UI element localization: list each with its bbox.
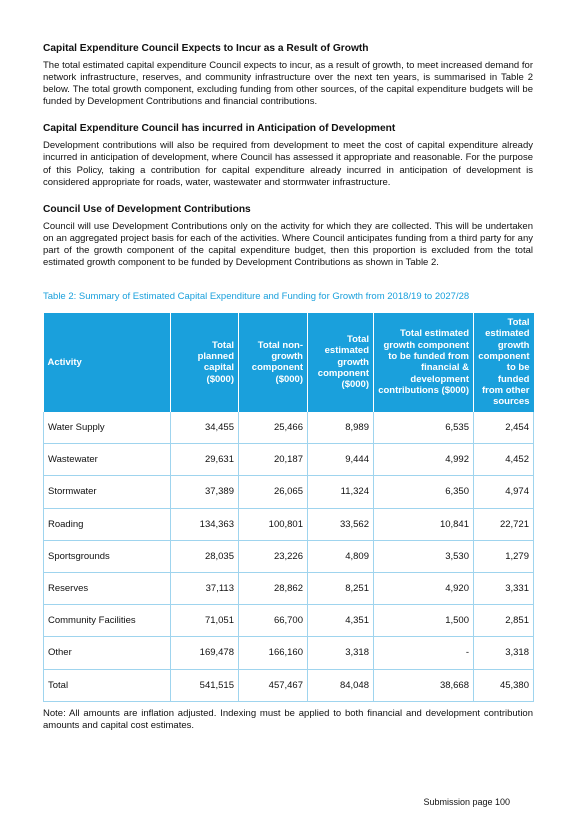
table-cell-value: 2,851 <box>474 605 534 637</box>
table-cell-value: 3,318 <box>474 637 534 669</box>
table-cell-value: 1,500 <box>374 605 474 637</box>
table-row <box>44 508 534 540</box>
table-cell-value: 6,535 <box>374 412 474 444</box>
section-body: Council will use Development Contributions only on the activity for which they are collected. This will be undertaken on an aggregated project basis for each of the activities. Where Council anticipates funding from a third party for any part of the growth component of the capital expenditure budget, then this proportion is excluded from the total estimated growth component to be funded by Development Contributions as shown in Table 2. <box>43 220 533 269</box>
col-header-other-sources: Total estimated growth component to be funded from other sources <box>474 313 534 411</box>
table-row <box>44 540 534 572</box>
table-cell-value: 71,051 <box>171 605 239 637</box>
table-cell-value: 34,455 <box>171 412 239 444</box>
table-cell-activity: Sportsgrounds <box>44 540 171 572</box>
section-heading: Council Use of Development Contributions <box>43 203 251 215</box>
table-row <box>44 572 534 604</box>
table-body <box>44 412 534 702</box>
table-row <box>44 412 534 444</box>
table-cell-value: 23,226 <box>239 540 308 572</box>
table-cell-value: 66,700 <box>239 605 308 637</box>
section-body: The total estimated capital expenditure Council expects to incur, as a result of growth, to meet increased demand for network infrastructure, reserves, and community infrastructure over the next ten years, is summarised in Table 2 below. The total growth component, excluding funding from other sources, of the capital expenditure budgets will be funded by Development Contributions and financial contributions. <box>43 60 533 108</box>
table-note: Note: All amounts are inflation adjusted. Indexing must be applied to both financial and development contribution amounts and capital cost estimates. <box>43 707 533 731</box>
table-cell-value: 37,389 <box>171 476 239 508</box>
table-cell-value: 10,841 <box>374 508 474 540</box>
table-cell-value: 4,452 <box>474 444 534 476</box>
table-cell-activity: Roading <box>44 508 171 540</box>
table-row <box>44 669 534 701</box>
section-anticipation <box>43 122 533 188</box>
table-cell-value: 166,160 <box>239 637 308 669</box>
col-header-contributions: Total estimated growth component to be funded from financial & development contributions ($000) <box>374 313 474 411</box>
table-cell-value: 6,350 <box>374 476 474 508</box>
table-cell-value: 11,324 <box>308 476 374 508</box>
table-cell-value: 28,035 <box>171 540 239 572</box>
table-cell-activity: Wastewater <box>44 444 171 476</box>
section-heading: Capital Expenditure Council Expects to Incur as a Result of Growth <box>43 43 369 54</box>
table-cell-value: 169,478 <box>171 637 239 669</box>
section-heading: Capital Expenditure Council has incurred in Anticipation of Development <box>43 123 396 135</box>
summary-table <box>43 313 534 702</box>
table-cell-value: - <box>374 637 474 669</box>
table-cell-activity: Total <box>44 669 171 701</box>
table-cell-value: 134,363 <box>171 508 239 540</box>
table-cell-activity: Other <box>44 637 171 669</box>
table-cell-value: 38,668 <box>374 669 474 701</box>
table-cell-value: 3,530 <box>374 540 474 572</box>
table-cell-value: 84,048 <box>308 669 374 701</box>
table-caption: Table 2: Summary of Estimated Capital Expenditure and Funding for Growth from 2018/19 to 2027/28 <box>43 291 470 303</box>
table-cell-value: 3,318 <box>308 637 374 669</box>
table-row <box>44 444 534 476</box>
table-cell-value: 28,862 <box>239 572 308 604</box>
document-page <box>43 42 533 732</box>
table-cell-value: 100,801 <box>239 508 308 540</box>
col-header-growth: Total estimated growth component ($000) <box>308 313 374 411</box>
table-cell-value: 4,992 <box>374 444 474 476</box>
table-cell-value: 4,809 <box>308 540 374 572</box>
table-cell-value: 8,989 <box>308 412 374 444</box>
table-cell-value: 25,466 <box>239 412 308 444</box>
table-cell-value: 20,187 <box>239 444 308 476</box>
page-footer: Submission page 100 <box>423 797 510 807</box>
col-header-activity: Activity <box>44 313 171 411</box>
col-header-non-growth: Total non-growth component ($000) <box>239 313 308 411</box>
table-cell-activity: Stormwater <box>44 476 171 508</box>
table-row <box>44 476 534 508</box>
table-cell-value: 4,351 <box>308 605 374 637</box>
section-growth <box>43 42 533 108</box>
table-cell-value: 2,454 <box>474 412 534 444</box>
section-body: Development contributions will also be required from development to meet the cost of capital expenditure already incurred in anticipation of development, where Council has assessed it appropriate and reasonable. For the purpose of this Policy, taking a contribution for capital expenditure already incurred in anticipation of development is considered appropriate for roads, water, wastewater and stormwater infrastructure. <box>43 140 533 188</box>
table-cell-value: 8,251 <box>308 572 374 604</box>
table-cell-activity: Reserves <box>44 572 171 604</box>
table-cell-value: 1,279 <box>474 540 534 572</box>
table-cell-activity: Water Supply <box>44 412 171 444</box>
table-cell-value: 4,920 <box>374 572 474 604</box>
table-header-row <box>44 313 534 411</box>
table-cell-value: 45,380 <box>474 669 534 701</box>
section-council-use <box>43 203 533 269</box>
table-row <box>44 637 534 669</box>
table-cell-value: 22,721 <box>474 508 534 540</box>
table-cell-activity: Community Facilities <box>44 605 171 637</box>
table-cell-value: 37,113 <box>171 572 239 604</box>
table-row <box>44 605 534 637</box>
table-cell-value: 3,331 <box>474 572 534 604</box>
table-cell-value: 457,467 <box>239 669 308 701</box>
table-cell-value: 26,065 <box>239 476 308 508</box>
col-header-planned: Total planned capital ($000) <box>171 313 239 411</box>
table-cell-value: 541,515 <box>171 669 239 701</box>
table-cell-value: 33,562 <box>308 508 374 540</box>
table-cell-value: 29,631 <box>171 444 239 476</box>
table-cell-value: 4,974 <box>474 476 534 508</box>
table-cell-value: 9,444 <box>308 444 374 476</box>
